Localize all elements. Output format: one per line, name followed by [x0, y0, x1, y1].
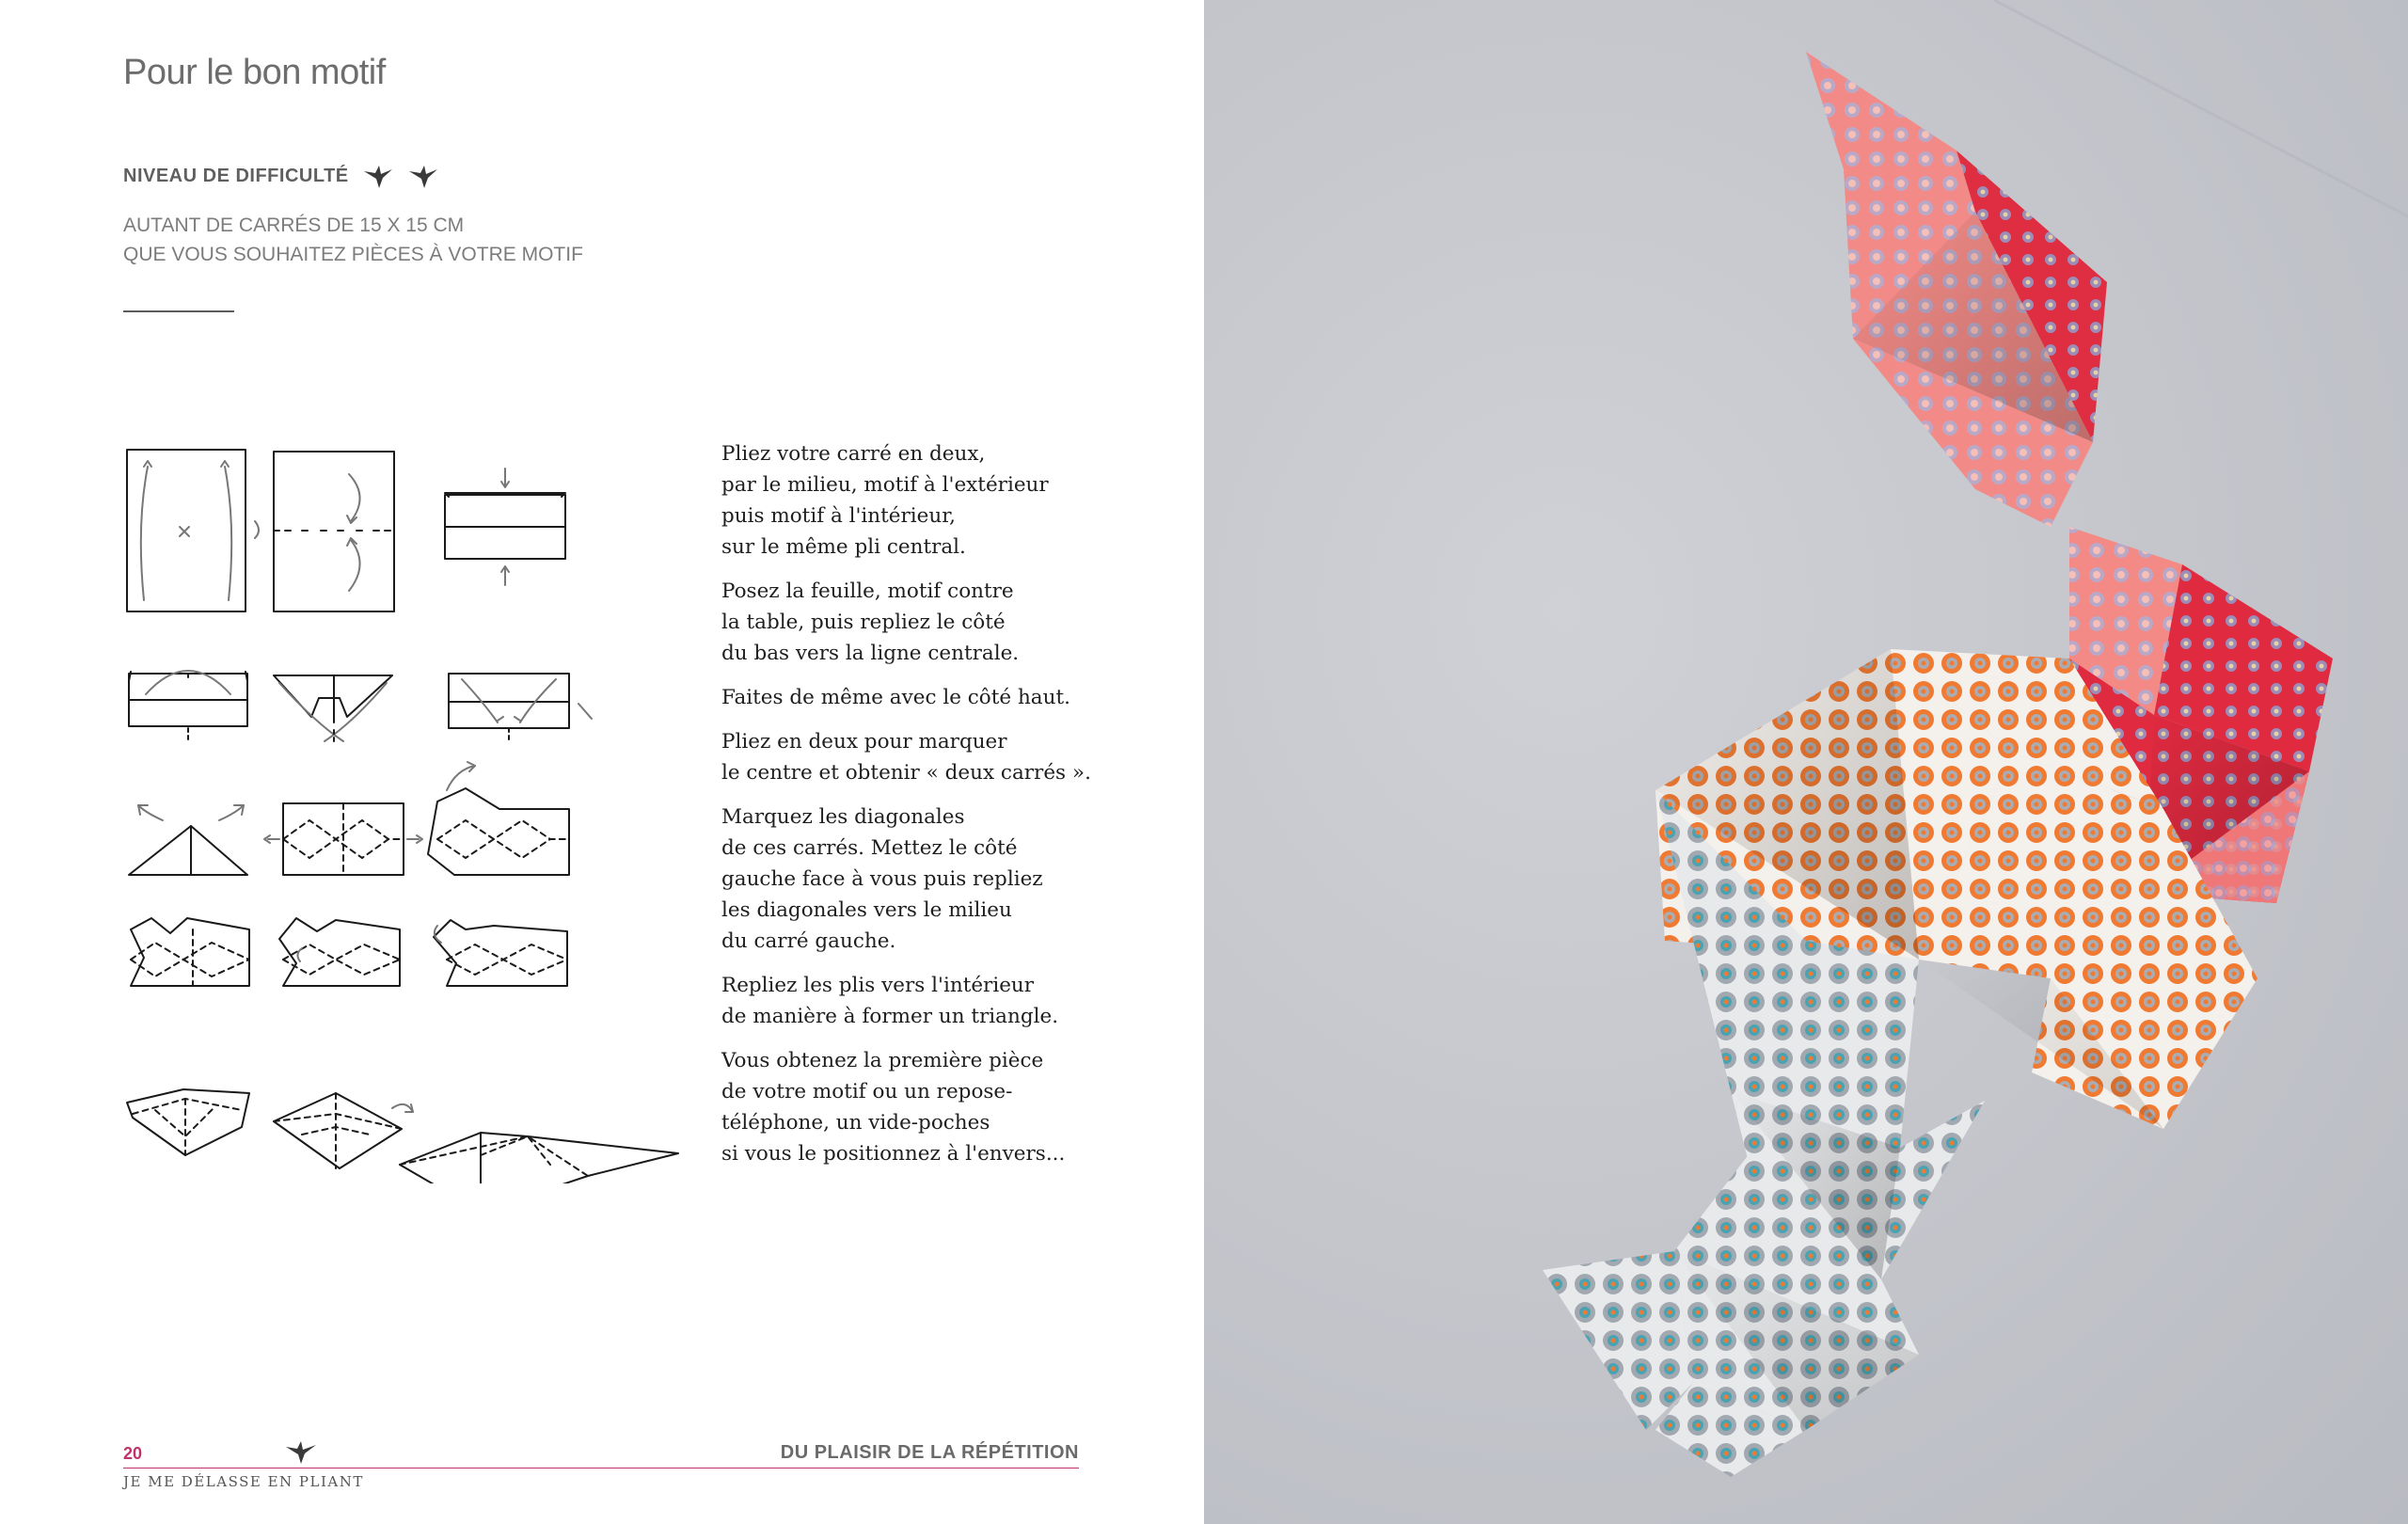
diagram-step-10	[131, 918, 249, 986]
instruction-step: Marquez les diagonales de ces carrés. Mettez le côté gauche face à vous puis repliez les diagonales vers le milieu du carré gauche.	[721, 805, 1043, 953]
page-number: 20	[123, 1444, 143, 1463]
origami-piece-pink	[1806, 52, 2107, 527]
diagram-step-1	[127, 450, 259, 611]
diagram-step-3	[445, 468, 565, 585]
diagram-step-4	[129, 671, 247, 741]
page-title: Pour le bon motif	[123, 53, 386, 92]
divider	[123, 310, 234, 312]
instructions	[721, 438, 1117, 1183]
diagram-step-15	[400, 1133, 678, 1183]
diagram-step-8	[264, 803, 422, 875]
folding-diagrams	[118, 440, 691, 1183]
materials-line: QUE VOUS SOUHAITEZ PIÈCES À VOTRE MOTIF	[123, 244, 583, 265]
diagram-step-9	[428, 762, 569, 875]
diagram-step-5	[274, 675, 392, 743]
diagram-step-12	[434, 920, 567, 986]
instruction-step: Faites de même avec le côté haut.	[721, 686, 1070, 709]
bird-icon	[362, 162, 394, 190]
diagram-step-14	[274, 1093, 413, 1168]
book-title: JE ME DÉLASSE EN PLIANT	[123, 1473, 364, 1490]
diagram-step-6	[449, 674, 592, 741]
instruction-step: Repliez les plis vers l'intérieur de manière à former un triangle.	[721, 974, 1059, 1028]
diagram-step-7	[129, 805, 247, 875]
diagram-step-11	[279, 918, 400, 986]
materials	[123, 211, 583, 269]
difficulty-label: NIVEAU DE DIFFICULTÉ	[123, 165, 349, 186]
instruction-step: Posez la feuille, motif contre la table, puis repliez le côté du bas vers la ligne centrale.	[721, 579, 1020, 665]
origami-photo	[1204, 0, 2408, 1524]
diagram-step-13	[127, 1089, 249, 1155]
section-title: DU PLAISIR DE LA RÉPÉTITION	[780, 1442, 1079, 1463]
materials-line: AUTANT DE CARRÉS DE 15 X 15 CM	[123, 214, 465, 236]
difficulty-row	[123, 162, 439, 190]
bird-icon	[284, 1437, 318, 1466]
instruction-step: Pliez votre carré en deux, par le milieu, motif à l'extérieur puis motif à l'intérieur, sur le même pli central.	[721, 442, 1049, 559]
origami-photo-illustration	[1204, 0, 2408, 1524]
diagram-step-2	[274, 452, 394, 611]
bird-icon	[407, 162, 439, 190]
instruction-step: Vous obtenez la première pièce de votre motif ou un repose- téléphone, un vide-poches si vous le positionnez à l'envers...	[721, 1049, 1066, 1166]
instruction-step: Pliez en deux pour marquer le centre et obtenir « deux carrés ».	[721, 730, 1091, 785]
